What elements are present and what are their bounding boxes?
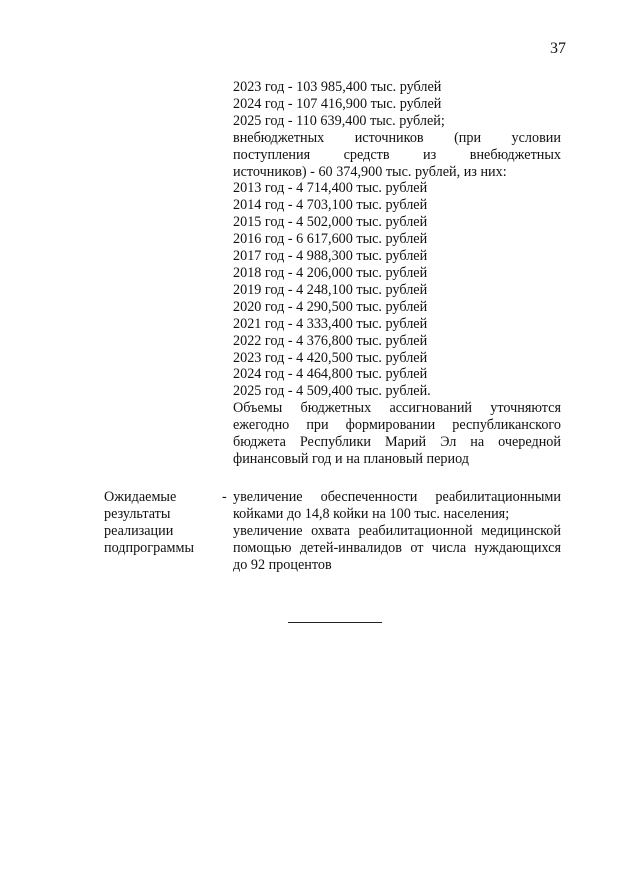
page-number: 37 (550, 40, 566, 57)
funding-line: 2017 год - 4 988,300 тыс. рублей (233, 248, 428, 265)
funding-line: 2025 год - 4 509,400 тыс. рублей. (233, 383, 431, 400)
funding-note-line: финансовый год и на плановый период (233, 450, 470, 467)
extrabudget-intro-line: внебюджетных источников (при условии (233, 129, 561, 146)
expected-results-label (104, 489, 214, 557)
funding-line: 2021 год - 4 333,400 тыс. рублей (233, 315, 428, 332)
funding-volumes-cell (233, 79, 561, 468)
funding-line: 2013 год - 4 714,400 тыс. рублей (233, 180, 428, 197)
label-line: Ожидаемые (104, 489, 177, 505)
extrabudget-intro-line: поступления средств из внебюджетных (233, 146, 561, 163)
funding-line: 2016 год - 6 617,600 тыс. рублей (233, 231, 428, 248)
funding-line: 2020 год - 4 290,500 тыс. рублей (233, 298, 428, 315)
funding-note-line: ежегодно при формировании республиканского (233, 417, 561, 434)
result-line: увеличение охвата реабилитационной медицинской (233, 522, 561, 539)
funding-line: 2022 год - 4 376,800 тыс. рублей (233, 332, 428, 349)
expected-results-text (233, 489, 561, 574)
label-line: результаты (104, 505, 171, 522)
row-dash: - (222, 489, 227, 505)
funding-line: 2014 год - 4 703,100 тыс. рублей (233, 197, 428, 214)
result-line: койками до 14,8 койки на 100 тыс. населения; (233, 505, 510, 522)
label-line: реализации (104, 522, 174, 539)
funding-line: 2025 год - 110 639,400 тыс. рублей; (233, 112, 445, 129)
label-line: подпрограммы (104, 539, 194, 556)
funding-line: 2023 год - 103 985,400 тыс. рублей (233, 79, 442, 95)
funding-line: 2024 год - 107 416,900 тыс. рублей (233, 95, 442, 112)
funding-line: 2023 год - 4 420,500 тыс. рублей (233, 349, 428, 366)
funding-line: 2024 год - 4 464,800 тыс. рублей (233, 366, 428, 383)
result-line: помощью детей-инвалидов от числа нуждающихся (233, 539, 561, 556)
funding-line: 2019 год - 4 248,100 тыс. рублей (233, 281, 428, 298)
funding-line: 2015 год - 4 502,000 тыс. рублей (233, 214, 428, 231)
result-line: до 92 процентов (233, 556, 332, 573)
extrabudget-total: источников) - 60 374,900 тыс. рублей, из них: (233, 163, 507, 180)
result-line: увеличение обеспеченности реабилитационными (233, 489, 561, 505)
funding-note-line: бюджета Республики Марий Эл на очередной (233, 434, 561, 451)
end-of-section-rule (288, 622, 382, 623)
funding-line: 2018 год - 4 206,000 тыс. рублей (233, 264, 428, 281)
funding-note-line: Объемы бюджетных ассигнований уточняются (233, 400, 561, 417)
